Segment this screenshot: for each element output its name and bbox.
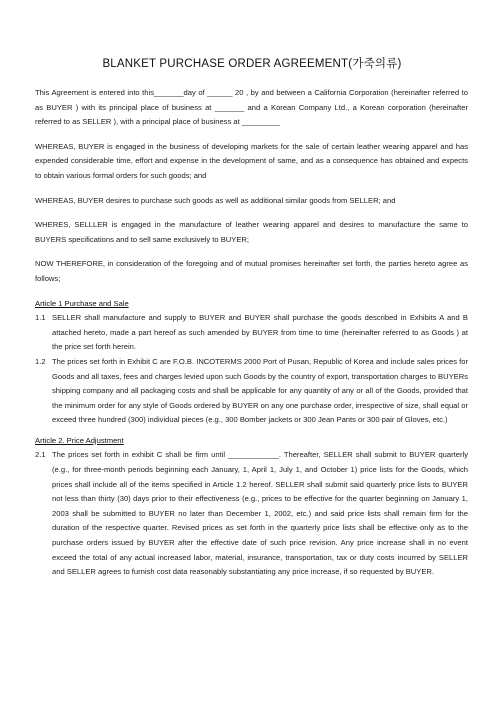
- article-2-heading: Article 2. Price Adjustment: [35, 435, 124, 445]
- intro-paragraph: This Agreement is entered into this_______day of ______ 20 , by and between a California Corporation (hereinafter referred to as BUYER ) with its principal place of business at _______ and a Korean Company Ltd., a Korean corporation (hereinafter referred to as SELLER ), with a principal place of business at _________: [35, 88, 468, 127]
- clause-number: 2.1: [35, 450, 46, 460]
- document-body: [35, 86, 468, 580]
- clause-text: The prices set forth in Exhibit C are F.O.B. INCOTERMS 2000 Port of Pusan, Republic of Korea and include sales prices for Goods and all taxes, fees and charges levied upon such Goods by the country of export, transportation charges to BUYERs shipping company and all packaging costs and shall be applicable for any quantity of any or all of the Goods, provided that the minimum order for any style of Goods ordered by BUYER on any one purchase order, irrespective of size, shall equal or exceed three hundred (300) individual pieces (e.g., 300 Bomber jackets or 300 Jean Pants or 300 pair of Gloves, etc.): [52, 356, 468, 425]
- article-1: [35, 297, 468, 428]
- whereas-paragraph: WHEREAS, BUYER desires to purchase such goods as well as additional similar goods from SELLER; and: [35, 195, 396, 205]
- whereas-paragraph: WHERES, SELLLER is engaged in the manufacture of leather wearing apparel and desires to manufacture the same to BUYERS specifications and to sell same exclusively to BUYER;: [35, 220, 468, 244]
- clause-text: The prices set forth in exhibit C shall be firm until ____________. Thereafter, SELLER shall submit to BUYER quarterly (e.g., for three-month periods beginning each January, 1, April 1, July 1, and October 1) price lists for the Goods, which prices shall include all of the items specified in Article 1.2 hereof. SELLER shall submit said quarterly price lists to BUYER not less than thirty (30) days prior to their effectiveness (e.g., prices to be effective for the quarter beginning on January 1, 2003 shall be submitted to BUYER no later than December 1, 2002, etc.) and said price lists shall remain firm for the duration of the respective quarter. Revised prices as set forth in the quarterly price lists shall be effective only as to the purchase orders issued by BUYER after the effective date of such price revision. Any price increase shall in no event exceed the total of any actual increased labor, material, insurance, transportation, tax or duty costs incurred by SELLER and SELLER agrees to furnish cost data reasonably substantiating any price increase, if so requested by BUYER.: [52, 450, 468, 577]
- clause-item: [35, 355, 468, 428]
- article-2: [35, 434, 468, 580]
- whereas-paragraph: WHEREAS, BUYER is engaged in the business of developing markets for the sale of certain leather wearing apparel and has expended considerable time, effort and expense in the development of same, and as a consequence has obtained and expects to obtain various formal orders for such goods; and: [35, 141, 468, 180]
- now-therefore-paragraph: NOW THEREFORE, in consideration of the foregoing and of mutual promises hereinafter set forth, the parties hereto agree as follows;: [35, 259, 468, 283]
- clause-item: [35, 448, 468, 579]
- clause-text: SELLER shall manufacture and supply to BUYER and BUYER shall purchase the goods described in Exhibits A and B attached hereto, made a part hereof as such amended by BUYER from time to time (hereinafter referred to as Goods ) at the price set forth herein.: [52, 313, 468, 352]
- article-1-heading: Article 1 Purchase and Sale: [35, 298, 129, 308]
- clause-number: 1.2: [35, 356, 46, 366]
- clause-number: 1.1: [35, 313, 46, 323]
- document-title: BLANKET PURCHASE ORDER AGREEMENT(가죽의류): [102, 58, 402, 70]
- clause-item: [35, 311, 468, 355]
